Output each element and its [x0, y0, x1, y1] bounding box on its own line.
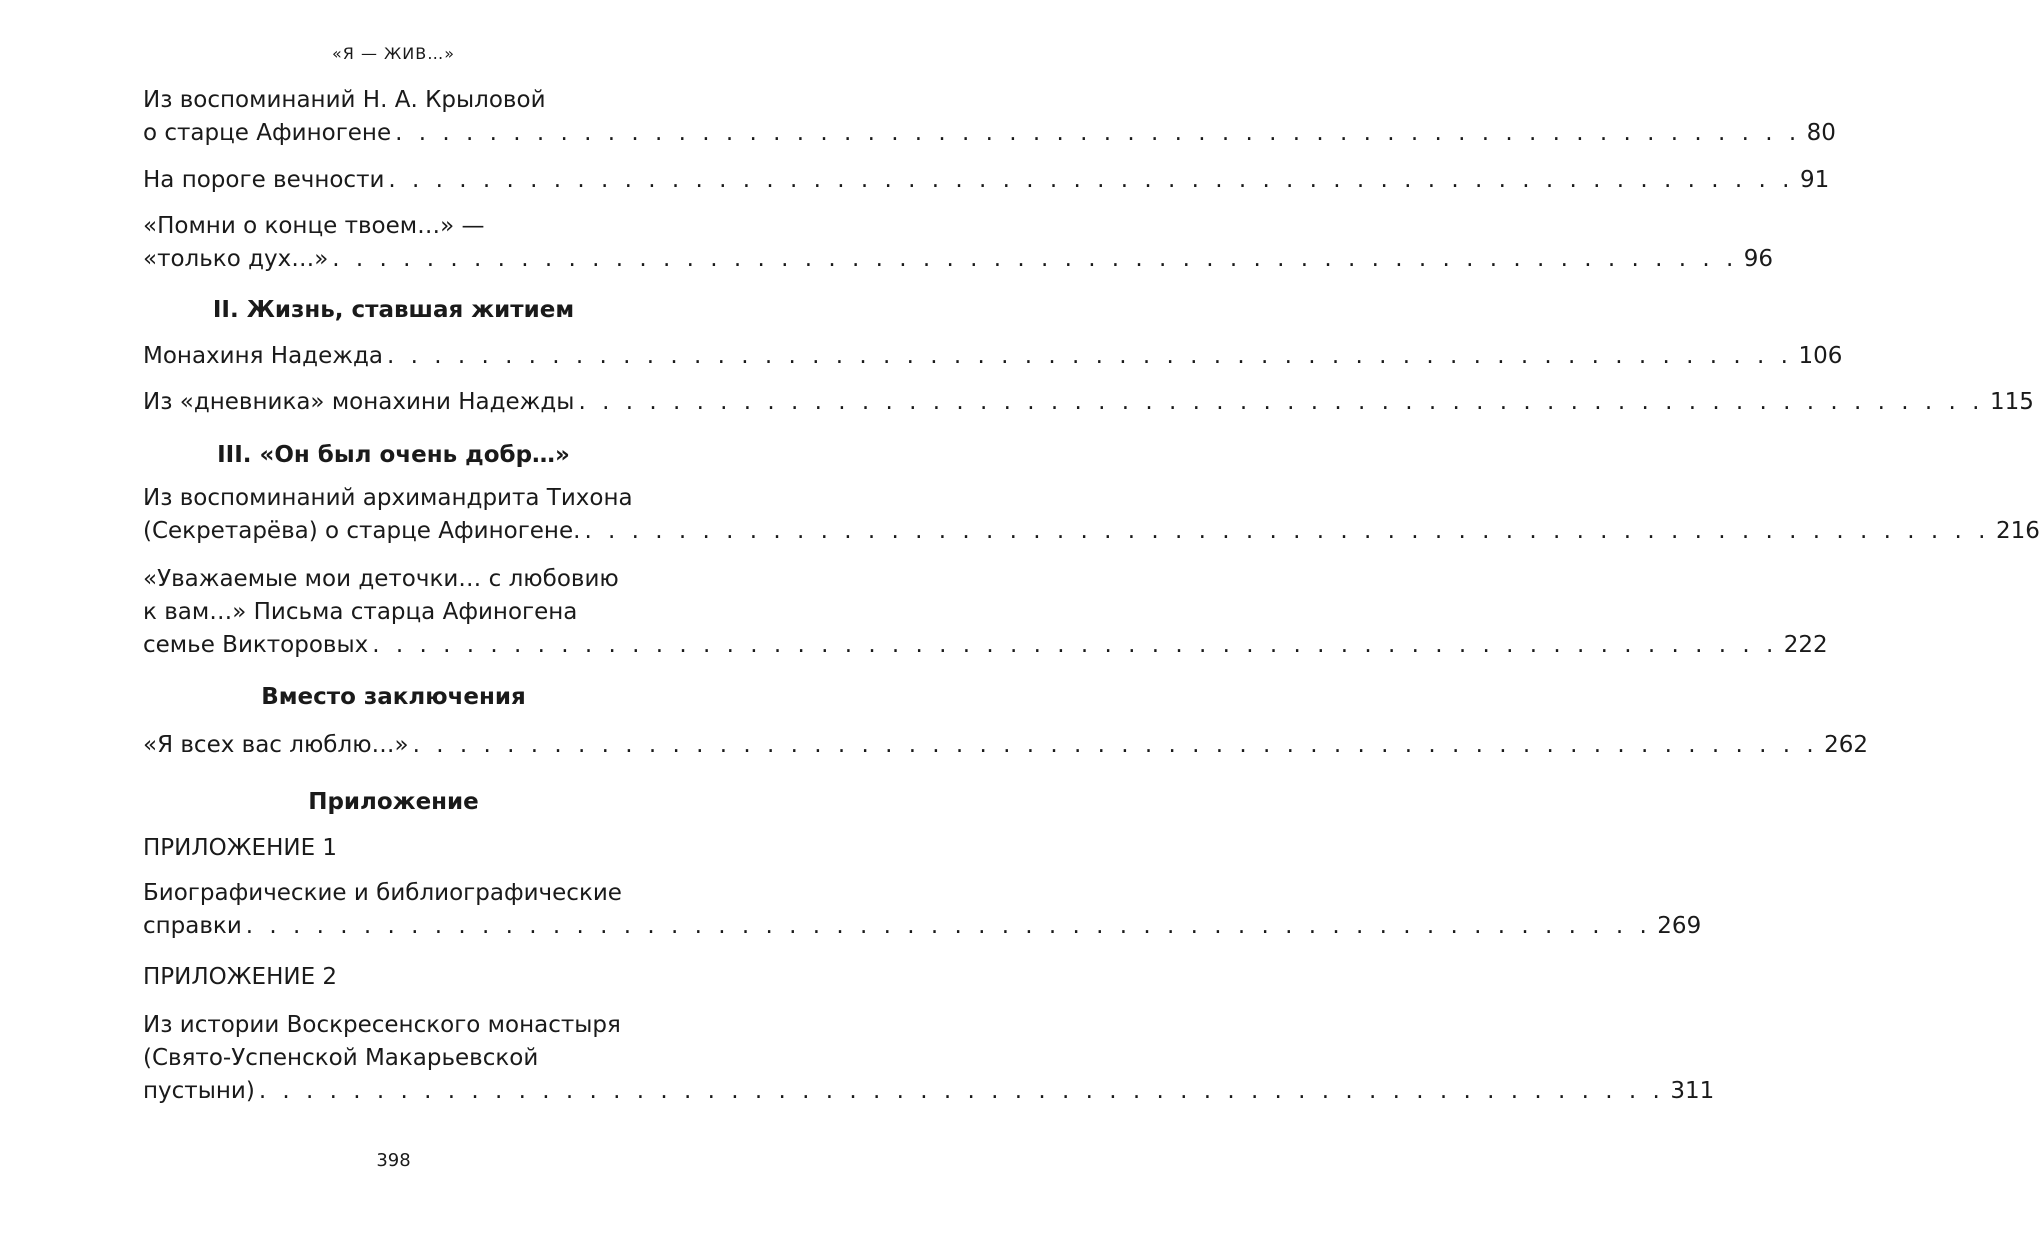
entry-line: Из воспоминаний архимандрита Тихона — [143, 485, 633, 511]
dot-leader: . . . . . . . . . . . . . . . . . . . . . . . . . . . . . . . . . . . . . . . . . . . . . . . . . . . . . . . . . . . . — [412, 732, 1819, 758]
page-number: 115 — [1989, 389, 2034, 415]
entry-line: «Уважаемые мои деточки… с любовию — [143, 566, 619, 592]
page-number: 80 — [1806, 120, 1836, 146]
entry-line: к вам…» Письма старца Афиногена — [143, 599, 578, 625]
page-number: 222 — [1783, 632, 1828, 658]
entry-title: Из «дневника» монахини Надежды — [143, 389, 575, 415]
dot-leader: . . . . . . . . . . . . . . . . . . . . . . . . . . . . . . . . . . . . . . . . . . . . . . . . . . . . . . . . . . . . — [578, 389, 1984, 415]
page-number: 311 — [1670, 1078, 1715, 1104]
toc-entry — [143, 482, 2040, 548]
toc-entry — [143, 84, 1836, 150]
dot-leader: . . . . . . . . . . . . . . . . . . . . . . . . . . . . . . . . . . . . . . . . . . . . . . . . . . . . . . . . . . . . — [386, 343, 1793, 369]
dot-leader: . . . . . . . . . . . . . . . . . . . . . . . . . . . . . . . . . . . . . . . . . . . . . . . . . . . . . . . . . . . . — [332, 246, 1738, 272]
page-number: 91 — [1799, 167, 1830, 193]
page-number: 96 — [1743, 246, 1774, 272]
appendix-label: ПРИЛОЖЕНИЕ 2 — [143, 964, 338, 990]
toc-entry — [143, 729, 1869, 762]
entry-title: «только дух…» — [143, 246, 329, 272]
entry-title: пустыни) — [143, 1078, 255, 1104]
dot-leader: . . . . . . . . . . . . . . . . . . . . . . . . . . . . . . . . . . . . . . . . . . . . . . . . . . . . . . . . . . . . — [245, 913, 1652, 939]
toc-entry — [143, 340, 1843, 373]
dot-leader: . . . . . . . . . . . . . . . . . . . . . . . . . . . . . . . . . . . . . . . . . . . . . . . . . . . . . . . . . . . . — [372, 632, 1778, 658]
page-number: 106 — [1798, 343, 1843, 369]
toc-entry — [143, 386, 2034, 419]
entry-title: На пороге вечности — [143, 167, 385, 193]
entry-line: Биографические и библиографические — [143, 880, 622, 906]
appendix-label: ПРИЛОЖЕНИЕ 1 — [143, 835, 338, 861]
page-number: 269 — [1657, 913, 1702, 939]
dot-leader: . . . . . . . . . . . . . . . . . . . . . . . . . . . . . . . . . . . . . . . . . . . . . . . . . . . . . . . . . . . . — [258, 1078, 1665, 1104]
dot-leader: . . . . . . . . . . . . . . . . . . . . . . . . . . . . . . . . . . . . . . . . . . . . . . . . . . . . . . . . . . . . — [388, 167, 1794, 193]
entry-line: «Помни о конце твоем…» — — [143, 213, 485, 239]
toc-entry — [143, 563, 1828, 662]
running-head: «Я — ЖИВ…» — [331, 44, 456, 63]
entry-title: справки — [143, 913, 242, 939]
page-folio: 398 — [376, 1150, 411, 1171]
section-heading: Приложение — [308, 789, 479, 815]
entry-line: (Свято-Успенской Макарьевской — [143, 1045, 539, 1071]
section-heading: III. «Он был очень добр…» — [217, 442, 570, 468]
entry-title: о старце Афиногене — [143, 120, 392, 146]
entry-title: Монахиня Надежда — [143, 343, 383, 369]
section-heading: Вместо заключения — [261, 684, 526, 710]
entry-line: Из истории Воскресенского монастыря — [143, 1012, 621, 1038]
entry-title: «Я всех вас люблю…» — [143, 732, 409, 758]
dot-leader: . . . . . . . . . . . . . . . . . . . . . . . . . . . . . . . . . . . . . . . . . . . . . . . . . . . . . . . . . . . . — [395, 120, 1801, 146]
page-number: 216 — [1995, 518, 2040, 544]
toc-entry — [143, 164, 1830, 197]
entry-line: Из воспоминаний Н. А. Крыловой — [143, 87, 546, 113]
toc-entry — [143, 877, 1702, 943]
dot-leader: . . . . . . . . . . . . . . . . . . . . . . . . . . . . . . . . . . . . . . . . . . . . . . . . . . . . . . . . . . . . — [584, 518, 1990, 544]
section-heading: II. Жизнь, ставшая житием — [212, 297, 575, 323]
toc-entry — [143, 1009, 1715, 1108]
toc-entry — [143, 210, 1774, 276]
entry-title: (Секретарёва) о старце Афиногене. — [143, 518, 581, 544]
page-number: 262 — [1824, 732, 1869, 758]
entry-title: семье Викторовых — [143, 632, 369, 658]
